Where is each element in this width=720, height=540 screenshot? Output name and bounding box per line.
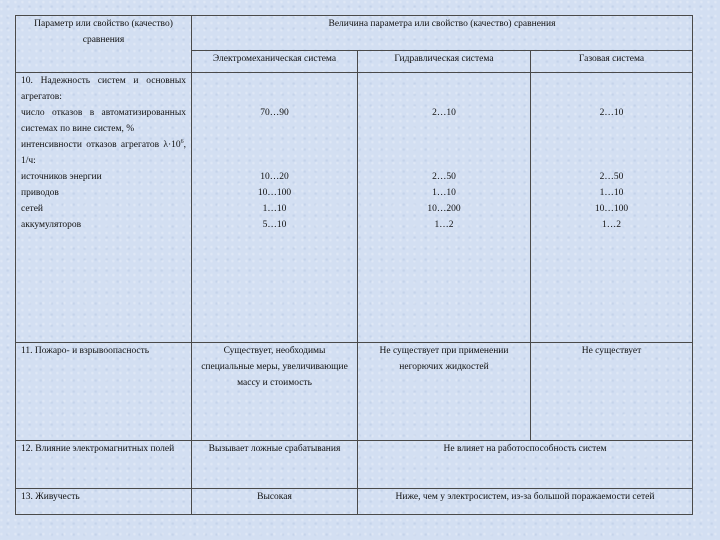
table-row-reliability bbox=[16, 73, 693, 343]
reliability-param-cell bbox=[16, 73, 192, 343]
fire-gas-cell: Не существует bbox=[531, 343, 693, 441]
intensity-label: интенсивности отказов агрегатов $\lambda\cdot 10^6$, 1/ч: bbox=[21, 138, 186, 166]
header-hydraulic: Гидравлическая система bbox=[358, 51, 531, 73]
comparison-table bbox=[15, 15, 693, 515]
em-param-cell: 12. Влияние электромагнитных полей bbox=[16, 441, 192, 489]
electro-value-0: 10…20 bbox=[260, 172, 289, 182]
fire-electro-cell: Существует, необходимы специальные меры, увеличивающие массу и стоимость bbox=[192, 343, 358, 441]
header-electromechanical: Электромеханическая система bbox=[192, 51, 358, 73]
reliability-gas-cell bbox=[531, 73, 693, 343]
item-energy-sources: источников энергии bbox=[21, 172, 102, 182]
gas-value-1: 1…10 bbox=[599, 188, 624, 198]
em-others-cell: Не влияет на работоспособность систем bbox=[358, 441, 693, 489]
gas-value-3: 1…2 bbox=[602, 220, 621, 230]
reliability-electro-cell bbox=[192, 73, 358, 343]
electro-failures: 70…90 bbox=[260, 108, 289, 118]
fire-param-cell: 11. Пожаро- и взрывоопасность bbox=[16, 343, 192, 441]
table-row-survivability bbox=[16, 489, 693, 515]
electro-value-2: 1…10 bbox=[262, 204, 287, 214]
survivability-param-cell: 13. Живучесть bbox=[16, 489, 192, 515]
item-accumulators: аккумуляторов bbox=[21, 220, 82, 230]
failures-label: число отказов в автоматизированных системах по вине систем, % bbox=[21, 108, 186, 134]
fire-hydraulic-cell: Не существует при применении негорючих жидкостей bbox=[358, 343, 531, 441]
hydraulic-value-3: 1…2 bbox=[434, 220, 454, 230]
header-row bbox=[16, 16, 693, 51]
electro-value-1: 10…100 bbox=[257, 188, 292, 198]
hydraulic-value-0: 2…50 bbox=[432, 172, 456, 182]
header-gas: Газовая система bbox=[531, 51, 693, 73]
gas-value-2: 10…100 bbox=[594, 204, 629, 214]
gas-value-0: 2…50 bbox=[599, 172, 624, 182]
table-row-fire-safety bbox=[16, 343, 693, 441]
em-electro-cell: Вызывает ложные срабатывания bbox=[192, 441, 358, 489]
item-networks: сетей bbox=[21, 204, 44, 214]
hydraulic-value-1: 1…10 bbox=[432, 188, 456, 198]
gas-failures: 2…10 bbox=[599, 108, 624, 118]
survivability-others-cell: Ниже, чем у электросистем, из-за большой поражаемости сетей bbox=[358, 489, 693, 515]
header-param-cell: Параметр или свойство (качество) сравнения bbox=[16, 16, 192, 73]
hydraulic-failures: 2…10 bbox=[432, 108, 456, 118]
reliability-title: 10. Надежность систем и основных агрегатов: bbox=[21, 76, 186, 102]
reliability-hydraulic-cell bbox=[358, 73, 531, 343]
header-value-group-cell: Величина параметра или свойство (качество) сравнения bbox=[192, 16, 693, 51]
hydraulic-value-2: 10…200 bbox=[427, 204, 461, 214]
item-drives: приводов bbox=[21, 188, 59, 198]
table-row-em-fields bbox=[16, 441, 693, 489]
electro-value-3: 5…10 bbox=[262, 220, 287, 230]
survivability-electro-cell: Высокая bbox=[192, 489, 358, 515]
